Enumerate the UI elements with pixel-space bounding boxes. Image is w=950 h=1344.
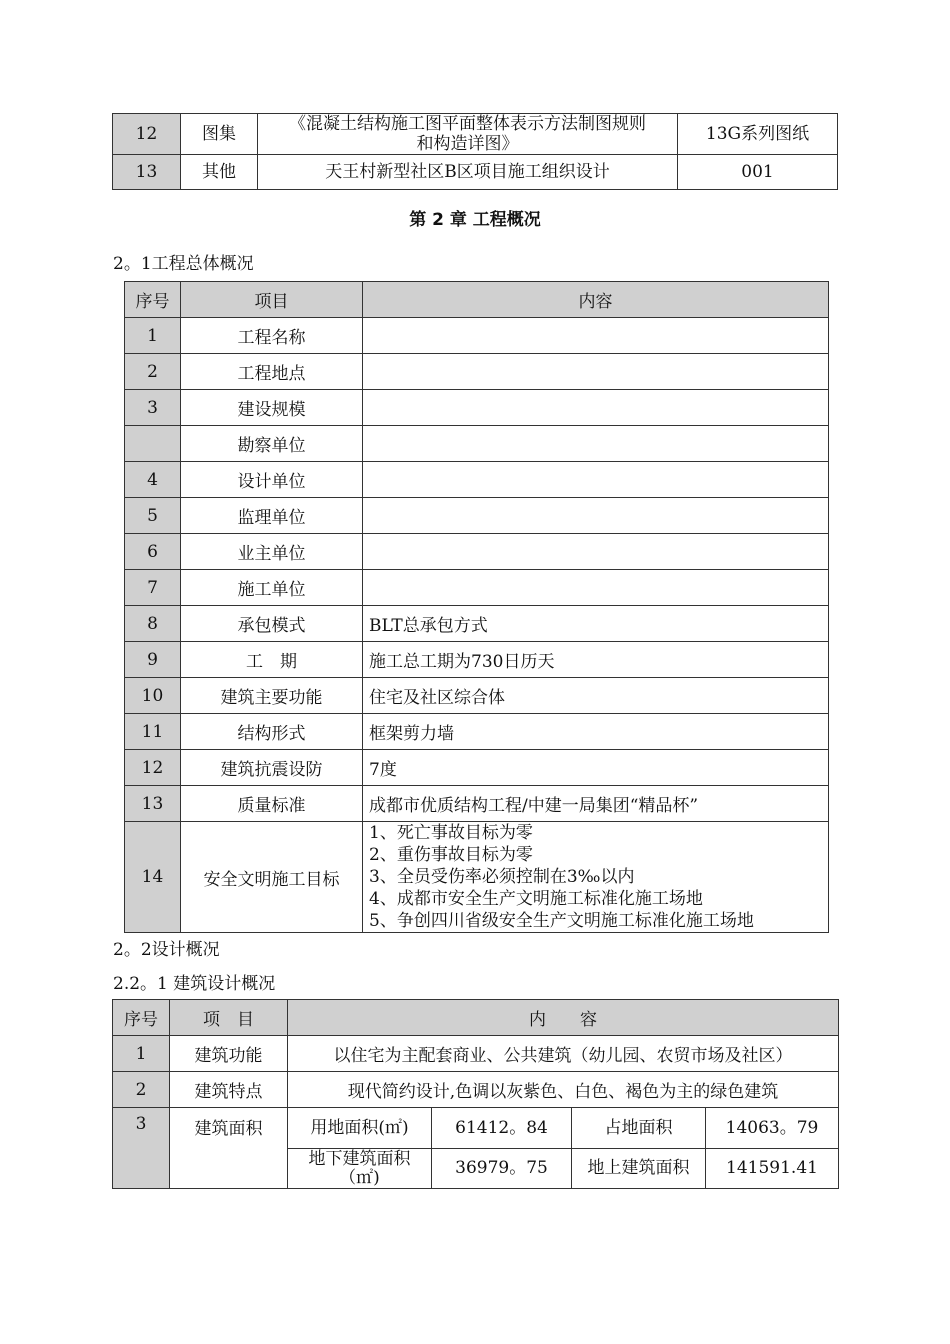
table-row bbox=[125, 318, 829, 354]
row-content bbox=[363, 462, 829, 498]
row-number bbox=[125, 426, 181, 462]
footprint-value: 14063。79 bbox=[725, 1117, 819, 1138]
row-number: 4 bbox=[125, 462, 181, 498]
row-content: 现代简约设计,色调以灰紫色、白色、褐色为主的绿色建筑 bbox=[288, 1072, 839, 1108]
row-content bbox=[363, 354, 829, 390]
row-content bbox=[363, 318, 829, 354]
table-row bbox=[125, 570, 829, 606]
row-number: 13 bbox=[113, 155, 181, 190]
row-item: 建设规模 bbox=[181, 390, 363, 426]
row-number: 6 bbox=[125, 534, 181, 570]
doc-type: 其他 bbox=[181, 155, 258, 190]
header-cell: 序号 bbox=[125, 282, 181, 318]
row-item: 建筑抗震设防 bbox=[181, 750, 363, 786]
design-table bbox=[112, 999, 839, 1189]
row-number: 14 bbox=[125, 822, 181, 933]
standards-table bbox=[112, 113, 838, 190]
row-item: 勘察单位 bbox=[181, 426, 363, 462]
underground-area-label bbox=[288, 1149, 432, 1188]
row-number: 7 bbox=[125, 570, 181, 606]
row-content bbox=[363, 534, 829, 570]
row-item: 安全文明施工目标 bbox=[181, 822, 363, 933]
underground-label-line: 地下建筑面积 bbox=[308, 1148, 411, 1169]
row-item: 建筑功能 bbox=[170, 1036, 288, 1072]
row-number: 12 bbox=[125, 750, 181, 786]
row-item: 工程名称 bbox=[181, 318, 363, 354]
doc-type: 图集 bbox=[181, 114, 258, 155]
underground-area-value: 36979。75 bbox=[432, 1149, 572, 1188]
row-content bbox=[363, 426, 829, 462]
table-row bbox=[113, 1036, 839, 1072]
row-item: 设计单位 bbox=[181, 462, 363, 498]
row-content: 以住宅为主配套商业、公共建筑（幼儿园、农贸市场及社区） bbox=[288, 1036, 839, 1072]
row-content: BLT总承包方式 bbox=[363, 606, 829, 642]
safety-goals-list bbox=[363, 822, 829, 933]
table-row bbox=[125, 534, 829, 570]
table-row bbox=[125, 498, 829, 534]
row-number: 1 bbox=[125, 318, 181, 354]
row-item: 施工单位 bbox=[181, 570, 363, 606]
header-cell: 项目 bbox=[181, 282, 363, 318]
row-number: 5 bbox=[125, 498, 181, 534]
table-header bbox=[113, 1000, 839, 1036]
row-item: 监理单位 bbox=[181, 498, 363, 534]
row-number: 8 bbox=[125, 606, 181, 642]
row-item: 承包模式 bbox=[181, 606, 363, 642]
row-number: 13 bbox=[125, 786, 181, 822]
header-cell: 序号 bbox=[113, 1000, 170, 1036]
safety-goal: 3、全员受伤率必须控制在3‰以内 bbox=[369, 867, 635, 887]
safety-goal: 5、争创四川省级安全生产文明施工标准化施工场地 bbox=[369, 911, 754, 931]
doc-name: 天王村新型社区B区项目施工组织设计 bbox=[258, 155, 678, 190]
row-item: 质量标准 bbox=[181, 786, 363, 822]
table-row bbox=[113, 114, 838, 155]
row-item: 工 期 bbox=[181, 642, 363, 678]
row-item: 建筑主要功能 bbox=[181, 678, 363, 714]
row-content: 框架剪力墙 bbox=[363, 714, 829, 750]
subsection-heading: 2.2。1 建筑设计概况 bbox=[113, 974, 276, 994]
row-content bbox=[363, 390, 829, 426]
land-area-label: 用地面积(㎡) bbox=[288, 1108, 432, 1148]
table-row bbox=[113, 1108, 839, 1189]
table-header bbox=[125, 282, 829, 318]
table-row bbox=[125, 714, 829, 750]
aboveground-area-value: 141591.41 bbox=[726, 1158, 818, 1178]
aboveground-area-label: 地上建筑面积 bbox=[572, 1149, 706, 1188]
row-number: 2 bbox=[125, 354, 181, 390]
footprint-label: 占地面积 bbox=[572, 1108, 706, 1148]
table-row bbox=[125, 642, 829, 678]
row-number: 2 bbox=[113, 1072, 170, 1108]
row-item: 业主单位 bbox=[181, 534, 363, 570]
doc-name bbox=[258, 114, 678, 155]
area-grid bbox=[288, 1108, 839, 1189]
row-number: 9 bbox=[125, 642, 181, 678]
row-item: 工程地点 bbox=[181, 354, 363, 390]
safety-goal: 1、死亡事故目标为零 bbox=[369, 823, 533, 843]
overview-table bbox=[124, 281, 829, 933]
row-number: 1 bbox=[113, 1036, 170, 1072]
table-row bbox=[125, 426, 829, 462]
doc-code: 13G系列图纸 bbox=[678, 114, 838, 155]
row-content: 住宅及社区综合体 bbox=[363, 678, 829, 714]
section-heading: 2。1工程总体概况 bbox=[113, 254, 254, 274]
doc-code: 001 bbox=[678, 155, 838, 190]
header-cell: 内容 bbox=[363, 282, 829, 318]
row-number: 10 bbox=[125, 678, 181, 714]
header-cell: 内 容 bbox=[288, 1000, 839, 1036]
row-number: 3 bbox=[113, 1108, 170, 1189]
table-row bbox=[125, 822, 829, 933]
row-content: 成都市优质结构工程/中建一局集团“精品杯” bbox=[363, 786, 829, 822]
row-content: 施工总工期为730日历天 bbox=[363, 642, 829, 678]
row-item: 结构形式 bbox=[181, 714, 363, 750]
table-row bbox=[125, 786, 829, 822]
row-number: 3 bbox=[125, 390, 181, 426]
header-cell: 项 目 bbox=[170, 1000, 288, 1036]
row-number: 12 bbox=[113, 114, 181, 155]
table-row bbox=[113, 1072, 839, 1108]
row-item: 建筑特点 bbox=[170, 1072, 288, 1108]
row-content bbox=[363, 498, 829, 534]
row-content: 7度 bbox=[363, 750, 829, 786]
land-area-value: 61412。84 bbox=[432, 1108, 572, 1148]
table-row bbox=[125, 354, 829, 390]
row-number: 11 bbox=[125, 714, 181, 750]
table-row bbox=[125, 462, 829, 498]
safety-goal: 2、重伤事故目标为零 bbox=[369, 845, 533, 865]
table-row bbox=[113, 155, 838, 190]
doc-name-line: 《混凝土结构施工图平面整体表示方法制图规则 bbox=[289, 114, 646, 134]
table-row bbox=[125, 750, 829, 786]
section-heading: 2。2设计概况 bbox=[113, 940, 220, 960]
table-row bbox=[125, 678, 829, 714]
table-row bbox=[125, 390, 829, 426]
chapter-title: 第 2 章 工程概况 bbox=[409, 210, 541, 230]
table-row bbox=[125, 606, 829, 642]
underground-label-line: （㎡) bbox=[339, 1167, 380, 1188]
row-item: 建筑面积 bbox=[170, 1108, 288, 1189]
row-content bbox=[363, 570, 829, 606]
safety-goal: 4、成都市安全生产文明施工标准化施工场地 bbox=[369, 889, 703, 909]
doc-name-line: 和构造详图》 bbox=[416, 134, 519, 154]
